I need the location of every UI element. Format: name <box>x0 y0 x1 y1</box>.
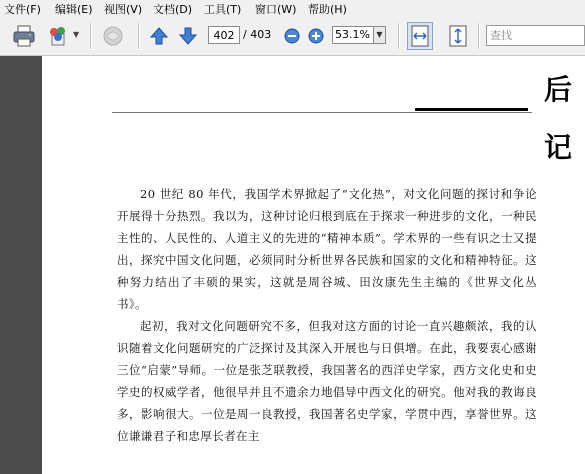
toolbar-separator <box>398 23 400 49</box>
previous-page-icon[interactable] <box>149 26 169 46</box>
toolbar <box>0 17 585 56</box>
header-rule <box>112 112 532 113</box>
heading-char-ji: 记 <box>544 131 573 164</box>
menu-view[interactable]: 视图(V) <box>104 3 143 16</box>
menu-file[interactable]: 文件(F) <box>4 3 41 16</box>
zoom-in-icon[interactable] <box>308 28 324 44</box>
fit-width-icon <box>408 23 432 49</box>
page-number-input[interactable]: 402 <box>208 26 240 44</box>
menu-document[interactable]: 文档(D) <box>153 3 193 16</box>
zoom-dropdown-chevron-icon[interactable]: ▼ <box>373 26 386 44</box>
fit-page-icon[interactable] <box>446 24 470 48</box>
menu-tools[interactable]: 工具(T) <box>204 3 242 16</box>
zoom-out-icon[interactable] <box>284 28 300 44</box>
next-page-icon[interactable] <box>178 26 198 46</box>
document-page[interactable] <box>42 56 585 474</box>
toolbar-separator <box>478 23 480 49</box>
paragraph: 起初，我对文化问题研究不多，但我对这方面的讨论一直兴趣颇浓，我的认识随着文化问题研究的广泛探讨及其深入开展也与日俱增。在此，我要衷心感谢三位“启蒙”导师。一位是张芝联教授，我国著名的西洋史学家，西方文化史和史学史的权威学者，他很早并且不遗余力地倡导中西文化的研究。他对我的教诲良多，影响很大。一位是周一良教授，我国著名史学家，学贯中西，享誉世界。这位谦谦君子和忠厚长者在主 <box>117 319 537 443</box>
disabled-tool-icon <box>101 25 127 47</box>
menu-edit[interactable]: 编辑(E) <box>55 3 93 16</box>
zoom-input[interactable]: 53.1% <box>332 26 374 44</box>
print-icon[interactable] <box>12 24 36 48</box>
collaborate-icon[interactable] <box>46 25 70 47</box>
chevron-down-icon[interactable]: ▼ <box>73 30 80 39</box>
toolbar-separator <box>138 23 140 49</box>
menu-bar <box>0 0 585 17</box>
search-input[interactable]: 查找 <box>486 25 585 46</box>
menu-window[interactable]: 窗口(W) <box>255 3 297 16</box>
menu-help[interactable]: 帮助(H) <box>308 3 347 16</box>
heading-rule <box>415 108 528 111</box>
document-gutter <box>0 56 42 474</box>
heading-char-hou: 后 <box>544 73 573 106</box>
toolbar-separator <box>90 23 92 49</box>
paragraph: 20 世纪 80 年代，我国学术界掀起了“文化热”，对文化问题的探讨和争论开展得十分热烈。我以为，这种讨论归根到底在于探求一种进步的文化，一种民主性的、人民性的、人道主义的先进的“精神本质”。学术界的一些有识之士又提出，探究中国文化问题，必须同时分析世界各民族和国家的文化和精神特征。这种努力结出了丰硕的果实，这就是周谷城、田汝康先生主编的《世界文化丛书》。 <box>117 187 537 311</box>
fit-width-button[interactable] <box>407 22 433 50</box>
page-total: / 403 <box>243 28 272 41</box>
document-body <box>117 183 537 447</box>
